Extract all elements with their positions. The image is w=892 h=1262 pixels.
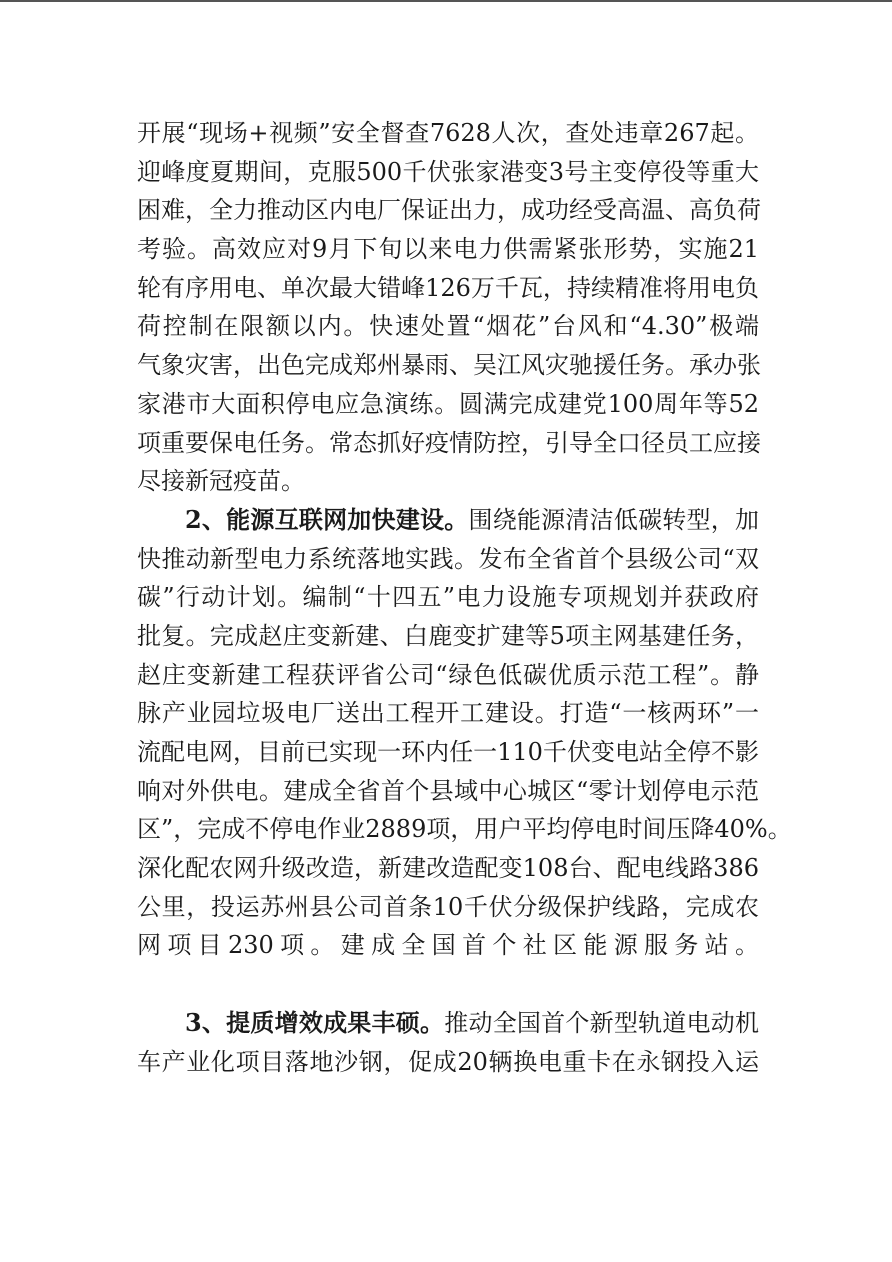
- text-line: 气象灾害，出色完成郑州暴雨、吴江风灾驰援任务。承办张: [137, 351, 761, 380]
- document-body: [137, 114, 792, 1081]
- text-line: 批复。完成赵庄变新建、白鹿变扩建等5项主网基建任务，: [137, 621, 759, 650]
- text-line: 网项目230项。建成全国首个社区能源服务站。: [137, 931, 759, 960]
- paragraph-3: [137, 1004, 759, 1081]
- text-line: [137, 965, 759, 1004]
- text-line: 家港市大面积停电应急演练。圆满完成建党100周年等52: [137, 389, 759, 418]
- heading-trailing-text: 围绕能源清洁低碳转型，加: [468, 505, 760, 534]
- text-line: 响对外供电。建成全省首个县域中心城区“零计划停电示范: [137, 776, 759, 805]
- paragraph-1: [137, 114, 759, 501]
- text-line: 流配电网，目前已实现一环内任一110千伏变电站全停不影: [137, 738, 759, 766]
- paragraph-2: [137, 501, 792, 1004]
- text-line: 轮有序用电、单次最大错峰126万千瓦，持续精准将用电负: [137, 273, 759, 302]
- text-line: 快推动新型电力系统落地实践。发布全省首个县级公司“双: [137, 544, 759, 573]
- text-line: 考验。高效应对9月下旬以来电力供需紧张形势，实施21: [137, 235, 759, 264]
- text-line: 项重要保电任务。常态抓好疫情防控，引导全口径员工应接: [137, 428, 761, 457]
- section-heading: 3、提质增效成果丰硕。: [185, 1007, 445, 1037]
- heading-trailing-text: 推动全国首个新型轨道电动机: [444, 1008, 759, 1037]
- text-line: 荷控制在限额以内。快速处置“烟花”台风和“4.30”极端: [137, 312, 759, 341]
- text-line: 公里，投运苏州县公司首条10千伏分级保护线路，完成农: [137, 892, 759, 921]
- text-line: 尽接新冠疫苗。: [137, 467, 305, 496]
- text-line: 碳”行动计划。编制“十四五”电力设施专项规划并获政府: [137, 583, 759, 612]
- text-line: 深化配农网升级改造，新建改造配变108台、配电线路386: [137, 854, 759, 883]
- text-line: 开展“现场+视频”安全督查7628人次，查处违章267起。: [137, 119, 759, 147]
- paragraph-first-line: [137, 501, 759, 540]
- text-line: 车产业化项目落地沙钢，促成20辆换电重卡在永钢投入运: [137, 1047, 759, 1076]
- text-line: 脉产业园垃圾电厂送出工程开工建设。打造“一核两环”一: [137, 699, 759, 728]
- text-line: 区”，完成不停电作业2889项，用户平均停电时间压降40%。: [137, 815, 792, 844]
- paragraph-first-line: [137, 1004, 759, 1043]
- text-line: 迎峰度夏期间，克服500千伏张家港变3号主变停役等重大: [137, 157, 759, 186]
- text-line: 困难，全力推动区内电厂保证出力，成功经受高温、高负荷: [137, 196, 761, 225]
- section-heading: 2、能源互联网加快建设。: [185, 504, 469, 534]
- text-line: 赵庄变新建工程获评省公司“绿色低碳优质示范工程”。静: [137, 660, 759, 689]
